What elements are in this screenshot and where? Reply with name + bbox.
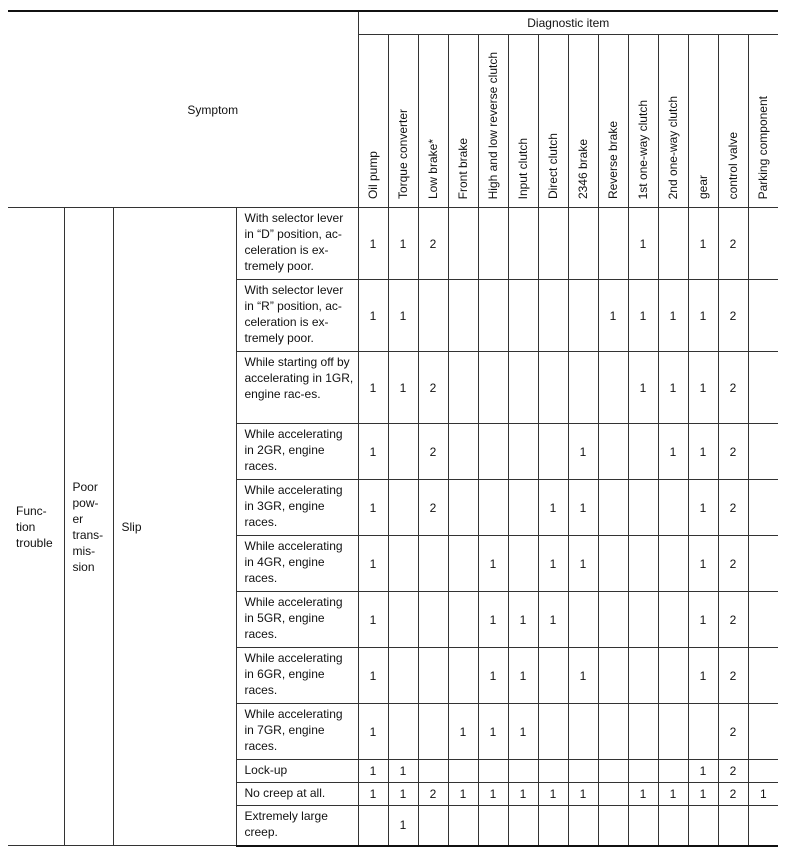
symptom-condition: No creep at all. bbox=[236, 783, 358, 806]
priority-cell: 1 bbox=[688, 208, 718, 280]
priority-cell: 1 bbox=[688, 280, 718, 352]
priority-cell bbox=[538, 704, 568, 760]
priority-cell: 1 bbox=[508, 704, 538, 760]
priority-cell bbox=[598, 783, 628, 806]
table-row bbox=[8, 208, 778, 280]
priority-cell bbox=[508, 480, 538, 536]
column-header bbox=[448, 35, 478, 208]
priority-cell: 1 bbox=[688, 760, 718, 783]
column-header bbox=[388, 35, 418, 208]
column-header-label: 1st one-way clutch bbox=[636, 99, 650, 199]
symptom-header: Symptom bbox=[8, 11, 358, 208]
priority-cell bbox=[628, 704, 658, 760]
priority-cell: 1 bbox=[658, 352, 688, 424]
priority-cell: 1 bbox=[568, 480, 598, 536]
symptom-condition: While accelerating in 7GR, engine races. bbox=[236, 704, 358, 760]
symptom-condition: While accelerating in 3GR, engine races. bbox=[236, 480, 358, 536]
priority-cell: 2 bbox=[418, 783, 448, 806]
category-poor-power-transmission: Poor pow- er trans- mis- sion bbox=[64, 208, 113, 846]
symptom-condition: Lock-up bbox=[236, 760, 358, 783]
column-header-label: gear bbox=[696, 174, 710, 199]
priority-cell: 1 bbox=[628, 352, 658, 424]
priority-cell bbox=[418, 704, 448, 760]
priority-cell: 2 bbox=[718, 208, 748, 280]
priority-cell: 1 bbox=[358, 704, 388, 760]
priority-cell: 2 bbox=[418, 352, 448, 424]
priority-cell bbox=[658, 760, 688, 783]
priority-cell bbox=[388, 536, 418, 592]
priority-cell: 1 bbox=[628, 208, 658, 280]
priority-cell: 2 bbox=[718, 783, 748, 806]
priority-cell: 1 bbox=[388, 806, 418, 846]
priority-cell: 2 bbox=[418, 424, 448, 480]
priority-cell bbox=[448, 648, 478, 704]
priority-cell bbox=[538, 648, 568, 704]
column-header-label: 2nd one-way clutch bbox=[666, 95, 680, 199]
priority-cell bbox=[388, 480, 418, 536]
diagnosis-table-container bbox=[8, 10, 778, 847]
priority-cell: 1 bbox=[688, 480, 718, 536]
priority-cell bbox=[388, 704, 418, 760]
priority-cell: 1 bbox=[448, 704, 478, 760]
priority-cell: 1 bbox=[538, 783, 568, 806]
priority-cell bbox=[658, 648, 688, 704]
priority-cell bbox=[388, 592, 418, 648]
priority-cell: 1 bbox=[358, 208, 388, 280]
priority-cell bbox=[628, 648, 658, 704]
priority-cell: 2 bbox=[718, 352, 748, 424]
priority-cell: 1 bbox=[478, 704, 508, 760]
priority-cell: 1 bbox=[598, 280, 628, 352]
priority-cell: 1 bbox=[388, 352, 418, 424]
priority-cell bbox=[508, 280, 538, 352]
priority-cell: 1 bbox=[538, 536, 568, 592]
priority-cell bbox=[598, 806, 628, 846]
priority-cell: 1 bbox=[358, 648, 388, 704]
priority-cell bbox=[568, 352, 598, 424]
priority-cell bbox=[748, 480, 778, 536]
priority-cell bbox=[748, 760, 778, 783]
priority-cell bbox=[598, 480, 628, 536]
priority-cell bbox=[658, 704, 688, 760]
column-header bbox=[628, 35, 658, 208]
priority-cell bbox=[628, 424, 658, 480]
priority-cell: 1 bbox=[358, 760, 388, 783]
priority-cell bbox=[448, 280, 478, 352]
priority-cell bbox=[568, 280, 598, 352]
priority-cell bbox=[748, 280, 778, 352]
priority-cell bbox=[418, 280, 448, 352]
column-header-label: Low brake* bbox=[426, 138, 440, 199]
priority-cell bbox=[568, 704, 598, 760]
column-header bbox=[358, 35, 388, 208]
priority-cell bbox=[748, 806, 778, 846]
priority-cell bbox=[748, 424, 778, 480]
column-header-label: 2346 brake bbox=[576, 138, 590, 199]
priority-cell bbox=[478, 480, 508, 536]
priority-cell bbox=[508, 352, 538, 424]
priority-cell bbox=[448, 208, 478, 280]
priority-cell: 1 bbox=[508, 648, 538, 704]
priority-cell bbox=[748, 592, 778, 648]
priority-cell bbox=[598, 648, 628, 704]
priority-cell bbox=[628, 760, 658, 783]
priority-cell: 1 bbox=[358, 280, 388, 352]
priority-cell: 2 bbox=[718, 760, 748, 783]
priority-cell bbox=[538, 424, 568, 480]
priority-cell bbox=[568, 760, 598, 783]
priority-cell bbox=[418, 806, 448, 846]
priority-cell: 1 bbox=[538, 480, 568, 536]
priority-cell: 1 bbox=[688, 648, 718, 704]
priority-cell bbox=[448, 592, 478, 648]
column-header bbox=[718, 35, 748, 208]
priority-cell bbox=[568, 806, 598, 846]
column-header bbox=[748, 35, 778, 208]
priority-cell bbox=[628, 806, 658, 846]
priority-cell bbox=[748, 536, 778, 592]
priority-cell: 1 bbox=[478, 536, 508, 592]
priority-cell: 2 bbox=[418, 208, 448, 280]
column-header bbox=[598, 35, 628, 208]
column-header-label: High and low reverse clutch bbox=[486, 51, 500, 199]
priority-cell bbox=[658, 806, 688, 846]
priority-cell bbox=[628, 480, 658, 536]
priority-cell: 1 bbox=[358, 424, 388, 480]
priority-cell bbox=[478, 352, 508, 424]
priority-cell: 2 bbox=[718, 480, 748, 536]
priority-cell bbox=[448, 424, 478, 480]
priority-cell: 1 bbox=[358, 592, 388, 648]
priority-cell bbox=[598, 536, 628, 592]
priority-cell bbox=[748, 704, 778, 760]
priority-cell bbox=[598, 208, 628, 280]
priority-cell: 1 bbox=[358, 352, 388, 424]
priority-cell bbox=[748, 208, 778, 280]
priority-cell bbox=[478, 280, 508, 352]
priority-cell: 2 bbox=[718, 648, 748, 704]
symptom-condition: While accelerating in 2GR, engine races. bbox=[236, 424, 358, 480]
priority-cell bbox=[598, 760, 628, 783]
column-header bbox=[418, 35, 448, 208]
symptom-condition: With selector lever in “R” position, ac-celeration is ex-tremely poor. bbox=[236, 280, 358, 352]
priority-cell bbox=[478, 760, 508, 783]
priority-cell bbox=[628, 536, 658, 592]
priority-cell: 1 bbox=[748, 783, 778, 806]
priority-cell bbox=[388, 648, 418, 704]
priority-cell: 1 bbox=[358, 536, 388, 592]
priority-cell: 1 bbox=[388, 208, 418, 280]
column-header bbox=[508, 35, 538, 208]
priority-cell bbox=[568, 208, 598, 280]
priority-cell bbox=[478, 806, 508, 846]
priority-cell: 2 bbox=[718, 592, 748, 648]
priority-cell: 1 bbox=[568, 783, 598, 806]
priority-cell bbox=[448, 480, 478, 536]
column-header-label: Direct clutch bbox=[546, 132, 560, 199]
priority-cell: 1 bbox=[508, 592, 538, 648]
priority-cell: 1 bbox=[628, 280, 658, 352]
priority-cell bbox=[448, 760, 478, 783]
priority-cell: 1 bbox=[688, 424, 718, 480]
priority-cell bbox=[598, 424, 628, 480]
priority-cell bbox=[598, 592, 628, 648]
priority-cell bbox=[598, 352, 628, 424]
priority-cell bbox=[568, 592, 598, 648]
priority-cell: 1 bbox=[688, 536, 718, 592]
priority-cell bbox=[448, 352, 478, 424]
priority-cell: 2 bbox=[418, 480, 448, 536]
priority-cell bbox=[688, 704, 718, 760]
priority-cell: 2 bbox=[718, 704, 748, 760]
priority-cell bbox=[748, 352, 778, 424]
priority-cell bbox=[658, 536, 688, 592]
column-header-label: Torque converter bbox=[396, 108, 410, 199]
priority-cell: 1 bbox=[478, 648, 508, 704]
priority-cell bbox=[538, 806, 568, 846]
priority-cell bbox=[508, 806, 538, 846]
priority-cell bbox=[418, 592, 448, 648]
symptom-condition: While accelerating in 6GR, engine races. bbox=[236, 648, 358, 704]
priority-cell bbox=[748, 648, 778, 704]
priority-cell: 1 bbox=[508, 783, 538, 806]
priority-cell: 1 bbox=[358, 783, 388, 806]
priority-cell bbox=[658, 480, 688, 536]
priority-cell bbox=[628, 592, 658, 648]
priority-cell: 1 bbox=[688, 592, 718, 648]
symptom-condition: While accelerating in 5GR, engine races. bbox=[236, 592, 358, 648]
diagnosis-table bbox=[8, 10, 778, 847]
priority-cell bbox=[658, 592, 688, 648]
priority-cell: 1 bbox=[658, 280, 688, 352]
column-header-label: Front brake bbox=[456, 137, 470, 199]
column-header bbox=[568, 35, 598, 208]
column-header-label: Parking component bbox=[756, 95, 771, 199]
priority-cell bbox=[388, 424, 418, 480]
priority-cell bbox=[418, 536, 448, 592]
column-header-label: Input clutch bbox=[516, 137, 530, 199]
priority-cell bbox=[508, 424, 538, 480]
priority-cell bbox=[538, 760, 568, 783]
priority-cell: 1 bbox=[688, 783, 718, 806]
priority-cell: 1 bbox=[658, 424, 688, 480]
priority-cell bbox=[508, 208, 538, 280]
priority-cell: 1 bbox=[658, 783, 688, 806]
column-header bbox=[538, 35, 568, 208]
priority-cell: 1 bbox=[688, 352, 718, 424]
priority-cell bbox=[448, 536, 478, 592]
priority-cell bbox=[688, 806, 718, 846]
header-row-top bbox=[8, 11, 778, 35]
priority-cell bbox=[538, 352, 568, 424]
priority-cell bbox=[538, 208, 568, 280]
diagnostic-item-header: Diagnostic item bbox=[358, 11, 778, 35]
priority-cell: 1 bbox=[478, 592, 508, 648]
priority-cell: 1 bbox=[538, 592, 568, 648]
column-header-label: Oil pump bbox=[366, 150, 380, 199]
priority-cell: 1 bbox=[568, 424, 598, 480]
column-header bbox=[658, 35, 688, 208]
column-header bbox=[478, 35, 508, 208]
priority-cell bbox=[508, 760, 538, 783]
priority-cell: 1 bbox=[388, 760, 418, 783]
priority-cell: 1 bbox=[388, 280, 418, 352]
priority-cell: 1 bbox=[568, 648, 598, 704]
priority-cell bbox=[718, 806, 748, 846]
priority-cell: 1 bbox=[358, 480, 388, 536]
priority-cell bbox=[508, 536, 538, 592]
priority-cell bbox=[358, 806, 388, 846]
priority-cell: 1 bbox=[478, 783, 508, 806]
priority-cell bbox=[478, 424, 508, 480]
priority-cell: 2 bbox=[718, 424, 748, 480]
priority-cell: 1 bbox=[448, 783, 478, 806]
column-header-label: Reverse brake bbox=[606, 120, 620, 199]
symptom-condition: With selector lever in “D” position, ac-celeration is ex-tremely poor. bbox=[236, 208, 358, 280]
category-function-trouble: Func- tion trouble bbox=[8, 208, 64, 846]
priority-cell bbox=[448, 806, 478, 846]
priority-cell: 2 bbox=[718, 280, 748, 352]
priority-cell bbox=[418, 760, 448, 783]
symptom-condition: Extremely large creep. bbox=[236, 806, 358, 846]
symptom-condition: While starting off by accelerating in 1GR, engine rac-es. bbox=[236, 352, 358, 424]
priority-cell: 1 bbox=[628, 783, 658, 806]
priority-cell bbox=[418, 648, 448, 704]
priority-cell bbox=[658, 208, 688, 280]
column-header bbox=[688, 35, 718, 208]
column-header-label: control valve bbox=[726, 131, 740, 199]
priority-cell: 2 bbox=[718, 536, 748, 592]
priority-cell: 1 bbox=[388, 783, 418, 806]
category-slip: Slip bbox=[113, 208, 236, 846]
priority-cell: 1 bbox=[568, 536, 598, 592]
priority-cell bbox=[598, 704, 628, 760]
symptom-condition: While accelerating in 4GR, engine races. bbox=[236, 536, 358, 592]
priority-cell bbox=[478, 208, 508, 280]
priority-cell bbox=[538, 280, 568, 352]
